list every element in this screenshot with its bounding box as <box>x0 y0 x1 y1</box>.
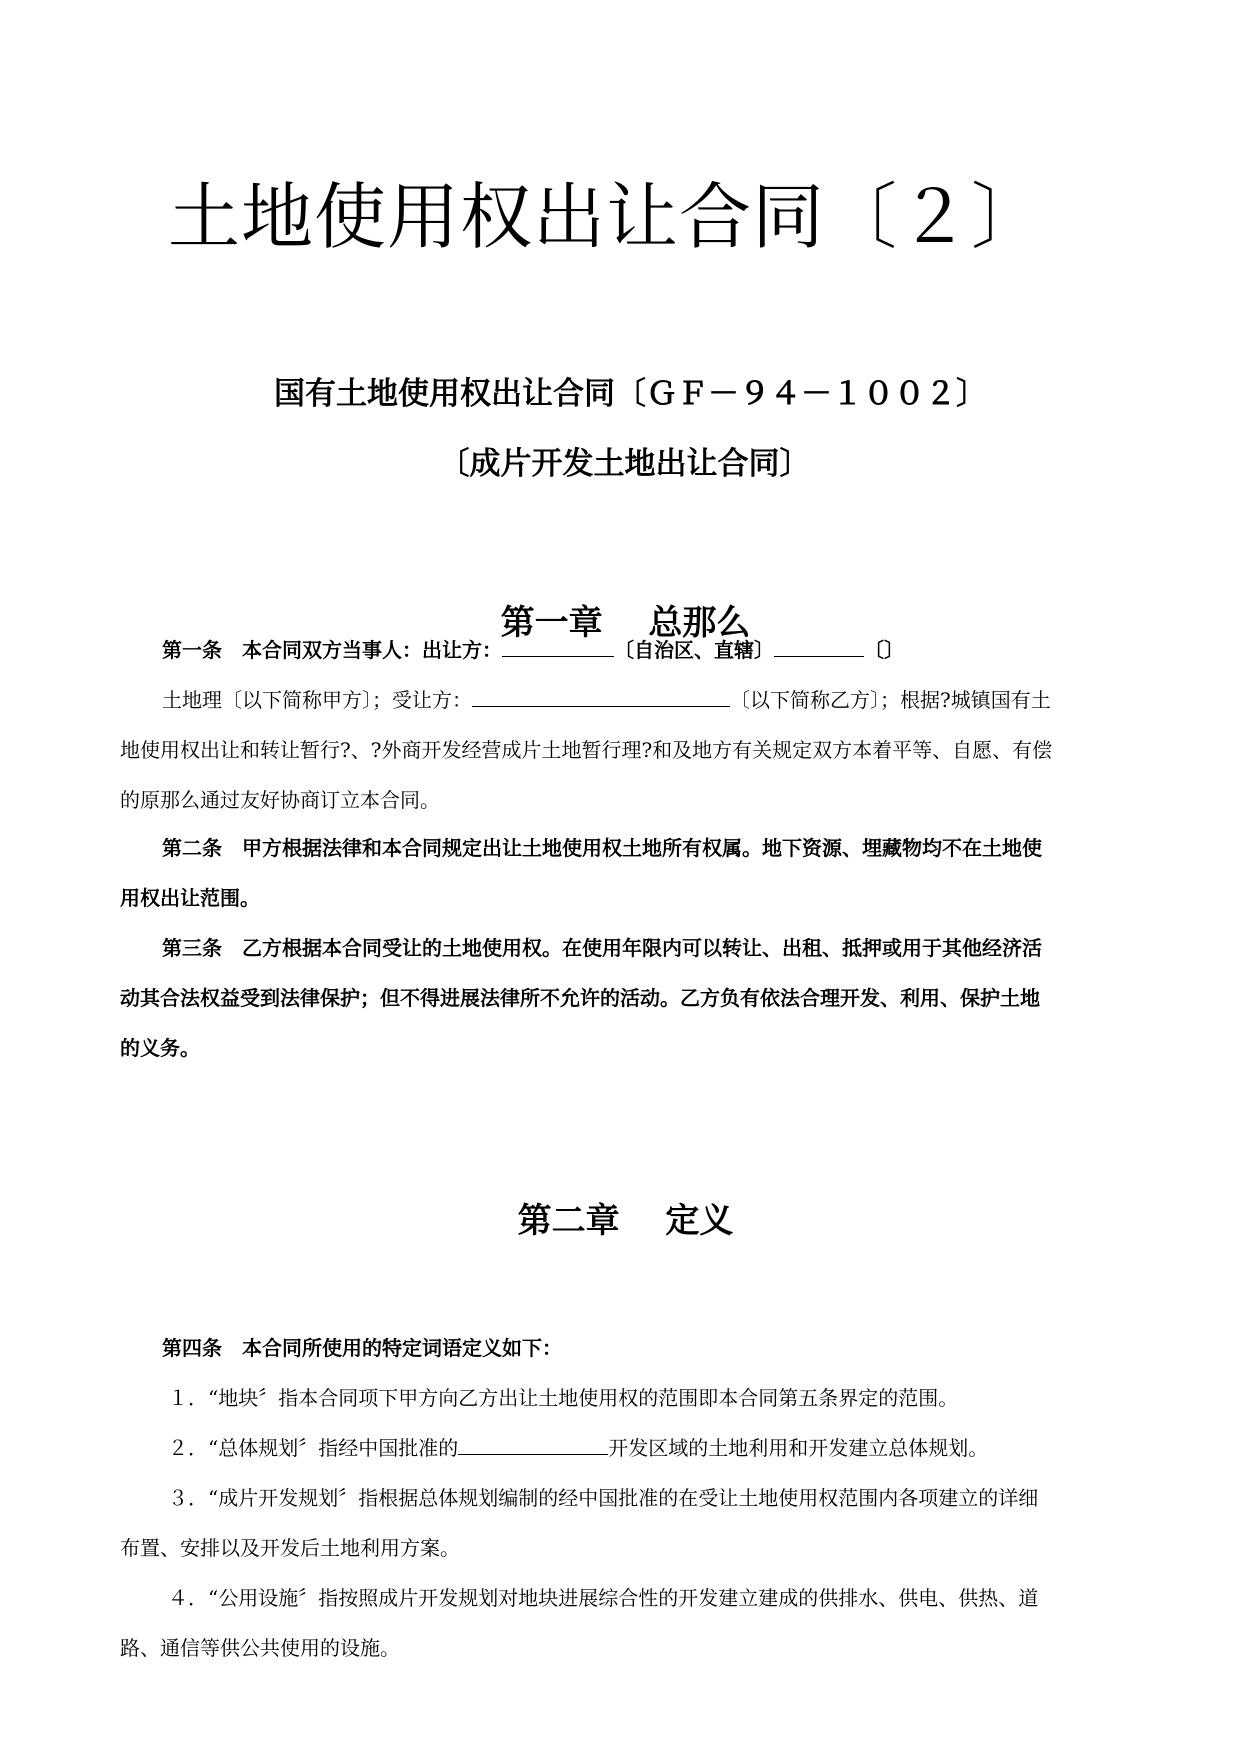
article-3-line-2: 动其合法权益受到法律保护；但不得进展法律所不允许的活动。乙方负有依法合理开发、利用、保护土地 <box>120 986 1040 1010</box>
article-1-line-2 <box>162 675 1120 725</box>
article-4-item-2 <box>168 1423 1126 1473</box>
article-1-line-2-end: 〔以下简称乙方〕；根据?城镇国有土 <box>730 688 1051 712</box>
blank-field[interactable] <box>458 1432 608 1455</box>
article-1-line-4: 的原那么通过友好协商订立本合同。 <box>120 788 440 812</box>
blank-field[interactable] <box>472 684 730 707</box>
chapter-1-heading: 第一章 总那么 <box>500 603 751 643</box>
document-title: 土地使用权出让合同〔２〕 <box>168 175 1045 259</box>
article-1-line-3: 地使用权出让和转让暂行?、?外商开发经营成片土地暂行理?和及地方有关规定双方本着平等、自愿、有偿 <box>120 738 1053 762</box>
article-2-line-1: 第二条 甲方根据法律和本合同规定出让土地使用权土地所有权属。地下资源、埋藏物均不在土地使 <box>162 836 1042 860</box>
document-subtitle: 国有土地使用权出让合同〔ＧＦ－９４－１００２〕 <box>274 376 987 412</box>
article-3-line-1: 第三条 乙方根据本合同受让的土地使用权。在使用年限内可以转让、出租、抵押或用于其他经济活 <box>162 936 1042 960</box>
article-4-lead: 第四条 本合同所使用的特定词语定义如下： <box>162 1336 562 1360</box>
article-4-item-3-line-2: 布置、安排以及开发后土地利用方案。 <box>120 1536 460 1560</box>
article-1-part-b: 〔〕 <box>864 638 904 662</box>
article-2-line-2: 用权出让范围。 <box>120 886 260 910</box>
article-4-item-2-start: ２．“总体规划〞指经中国批准的 <box>168 1436 459 1460</box>
article-1-part-a: 〔自治区、直辖〕 <box>614 638 774 662</box>
article-1-line-1 <box>162 625 1120 675</box>
blank-field[interactable] <box>502 634 614 657</box>
chapter-2-heading: 第二章 定义 <box>517 1201 734 1241</box>
article-4-item-1: １．“地块〞指本合同项下甲方向乙方出让土地使用权的范围即本合同第五条界定的范围。 <box>168 1386 959 1410</box>
article-4-item-4-line-2: 路、通信等供公共使用的设施。 <box>120 1636 400 1660</box>
article-3-line-3: 的义务。 <box>120 1036 200 1060</box>
article-4-item-3-line-1: ３．“成片开发规划〞指根据总体规划编制的经中国批准的在受让土地使用权范围内各项建立的详细 <box>168 1486 1039 1510</box>
article-1-lead: 第一条 本合同双方当事人：出让方： <box>162 638 502 662</box>
article-1-line-2-start: 土地理〔以下简称甲方〕；受让方： <box>162 688 472 712</box>
document-subtitle-note: 〔成片开发土地出让合同〕 <box>438 446 811 482</box>
article-4-item-2-end: 开发区域的土地利用和开发建立总体规划。 <box>608 1436 989 1460</box>
blank-field[interactable] <box>774 634 864 657</box>
article-4-item-4-line-1: ４．“公用设施〞指按照成片开发规划对地块进展综合性的开发建立建成的供排水、供电、供热、道 <box>168 1586 1039 1610</box>
